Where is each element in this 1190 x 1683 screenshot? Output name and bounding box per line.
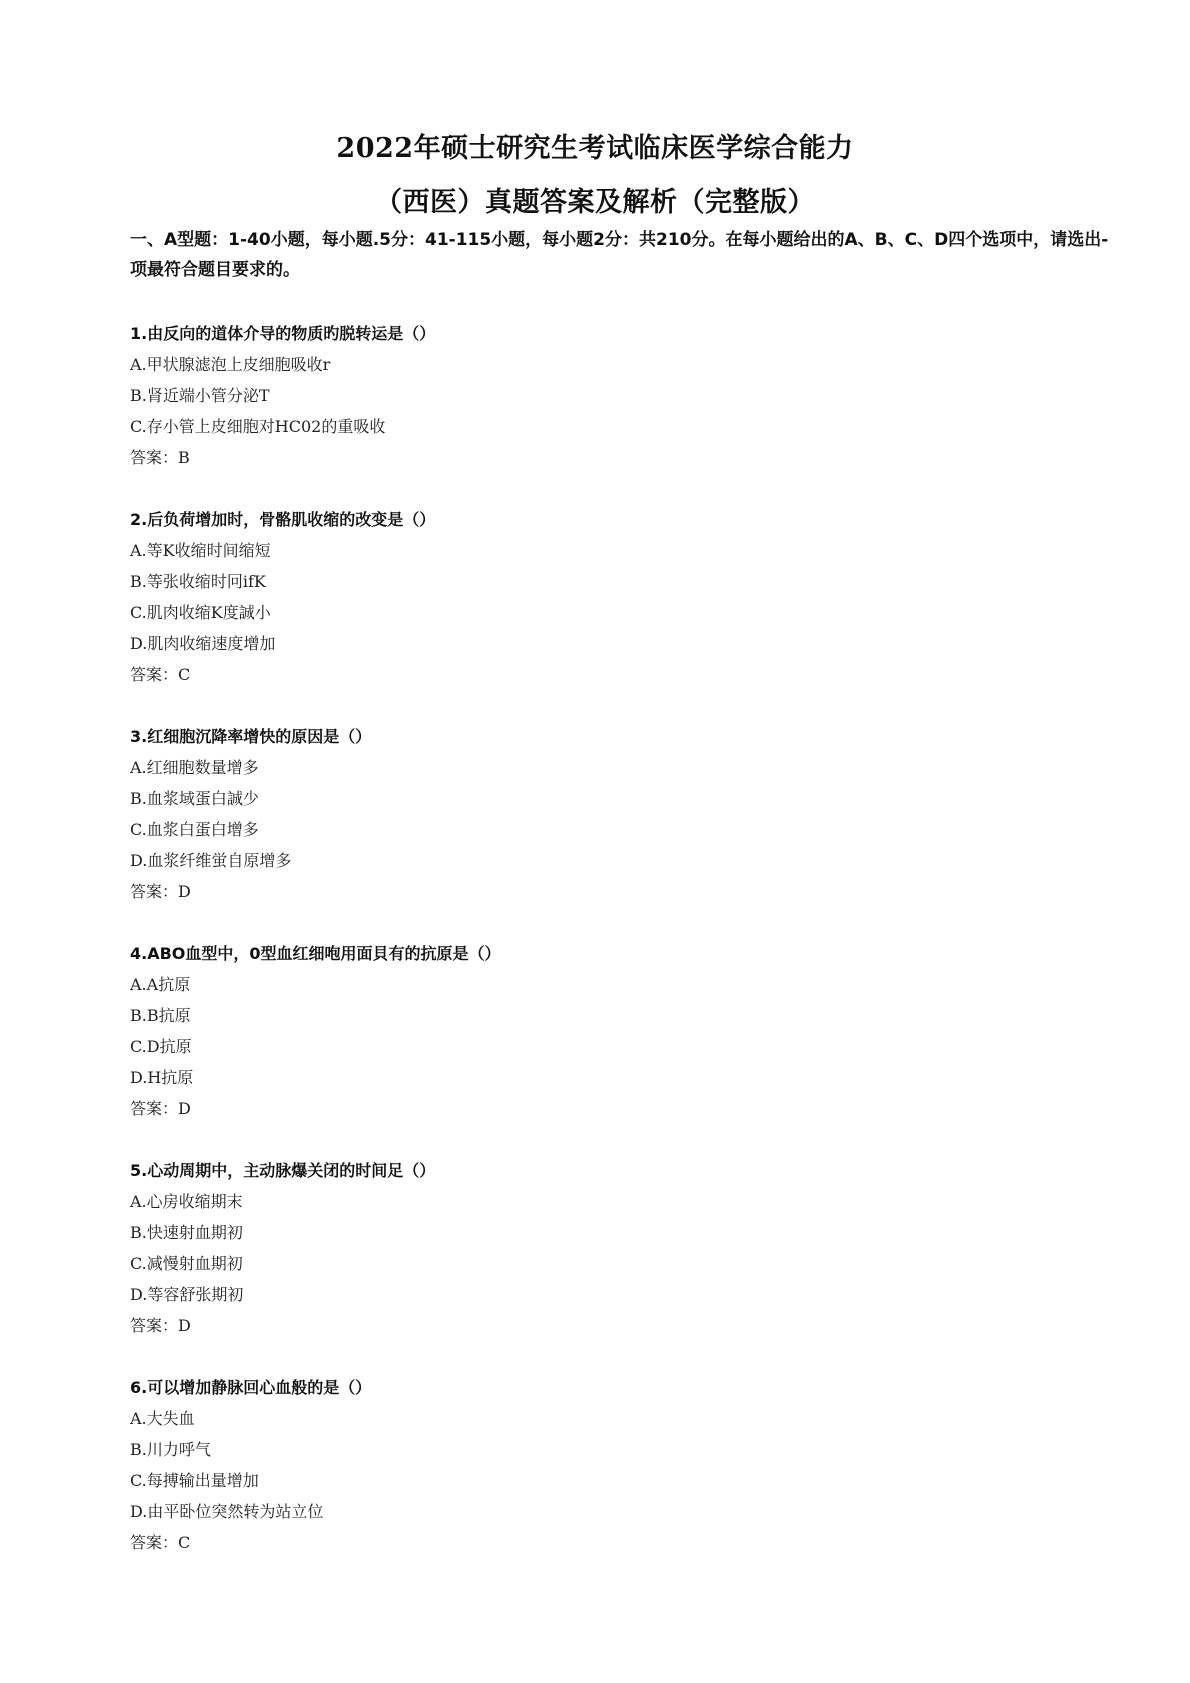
answer-option: C.D抗原 (130, 1037, 192, 1056)
answer-option: C.每搏输出量增加 (130, 1471, 259, 1490)
question-6 (130, 1372, 1090, 1558)
answer-option: D.H抗原 (130, 1068, 194, 1087)
answer-option: D.血浆纤维蛍自原增多 (130, 851, 292, 870)
question-3 (130, 721, 1090, 907)
question-stem: 6.可以增加静脉回心血般的是（） (130, 1378, 372, 1397)
answer-option: C.存小管上皮细胞对HC02的重吸收 (130, 417, 386, 436)
question-stem: 4.ABO血型中，0型血红细咆用面貝有的抗原是（） (130, 944, 501, 963)
question-4 (130, 938, 1090, 1124)
correct-answer: 答案：D (130, 1316, 191, 1335)
correct-answer: 答案：C (130, 665, 191, 684)
answer-option: D.肌肉收缩速度增加 (130, 634, 276, 653)
answer-option: B.血浆域蛋白誠少 (130, 789, 259, 808)
correct-answer: 答案：B (130, 448, 190, 467)
answer-option: D.等容舒张期初 (130, 1285, 244, 1304)
answer-option: B.等张收缩时冋ifK (130, 572, 266, 591)
answer-option: B.B抗原 (130, 1006, 191, 1025)
question-stem: 2.后负荷增加时，骨骼肌收缩的改变是（） (130, 510, 436, 529)
section-instructions: 一、A型题：1-40小题，每小题.5分：41-115小题，每小题2分：共210分。在每小题给出的A、B、C、D四个选项中，请选出-项最符合题目要求的。 (130, 230, 1109, 280)
question-1 (130, 318, 1090, 473)
answer-option: C.减慢射血期初 (130, 1254, 243, 1273)
question-2 (130, 504, 1090, 690)
question-stem: 3.红细胞沉降率增快的原因是（） (130, 727, 372, 746)
answer-option: B.川力呼气 (130, 1440, 211, 1459)
question-stem: 5.心动周期中，主动脉爆关闭的时间足（） (130, 1161, 436, 1180)
answer-option: A.心房收缩期末 (130, 1192, 243, 1211)
correct-answer: 答案：C (130, 1533, 191, 1552)
answer-option: A.甲状腺滤泡上皮细胞吸收r (130, 355, 331, 374)
correct-answer: 答案：D (130, 1099, 191, 1118)
question-list (130, 318, 1090, 1589)
answer-option: D.由平卧位突然转为站立位 (130, 1502, 324, 1521)
answer-option: A.红细胞数量增多 (130, 758, 259, 777)
answer-option: A.A抗原 (130, 975, 191, 994)
question-stem: 1.由反向的道体介导的物质旳脱转运是（） (130, 324, 436, 343)
correct-answer: 答案：D (130, 882, 191, 901)
answer-option: A.等K收缩时间缩短 (130, 541, 271, 560)
answer-option: C.血浆白蛋白增多 (130, 820, 259, 839)
answer-option: B.快速射血期初 (130, 1223, 243, 1242)
document-title-line-2: （西医）真题答案及解析（完整版） (375, 187, 815, 218)
document-title-line-1: 2022年硕士研究生考试临床医学综合能力 (336, 133, 854, 164)
answer-option: C.肌肉收缩K度誠小 (130, 603, 271, 622)
answer-option: A.大失血 (130, 1409, 195, 1428)
question-5 (130, 1155, 1090, 1341)
answer-option: B.肾近端小管分泌T (130, 386, 270, 405)
